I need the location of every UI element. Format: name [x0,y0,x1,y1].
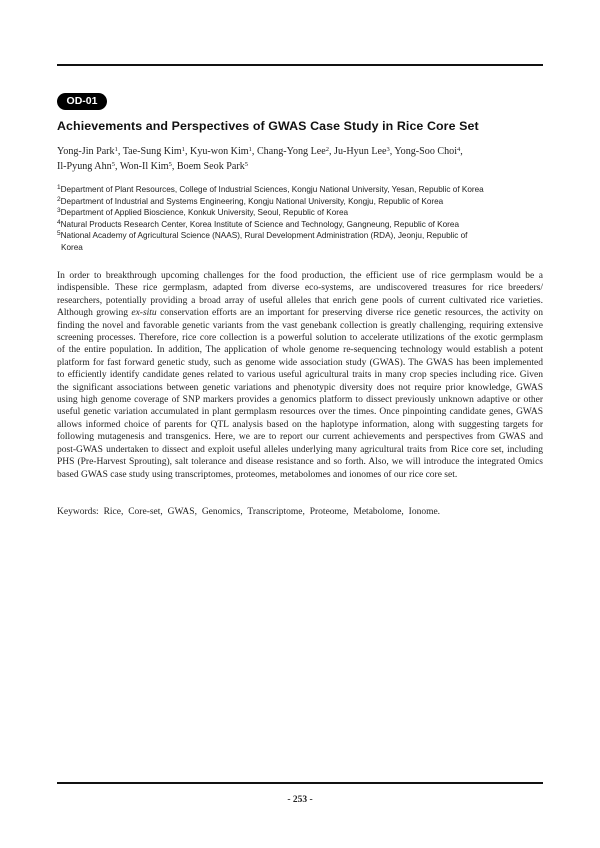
affiliation-marker: 1 [57,184,61,191]
author-affiliation-marker: 5 [168,161,172,168]
abstract-line: using high genome coverage of SNP markers provides a genomics platform to dissect previously unknown adaptive or other [57,395,543,406]
author-affiliation-marker: 1 [248,146,252,153]
abstract-line: platform for fast forward genetic study, such as genome wide association study (GWAS). The GWAS has been implemented [57,357,543,368]
abstract-line: the significant associations between genetic variations and phenotypic diversity does not require prior knowledge, GWAS [57,382,543,393]
author-affiliation-marker: 5 [244,161,249,168]
author: Chang-Yong Lee$^2$, [256,146,335,157]
affiliation-text: Department of Industrial and Systems Engineering, Kongju National University, Kongju, Republic of Korea [60,196,444,206]
author-affiliation-marker: 3 [386,146,390,153]
affiliation [57,184,543,196]
top-rule [57,64,543,66]
affiliation [57,196,543,208]
affiliation [57,230,543,242]
author-name: Kyu-won Kim [190,146,249,157]
paper-title: Achievements and Perspectives of GWAS Case Study in Rice Core Set [57,119,479,133]
abstract-line: allows informed choice of parents for QTL analysis based on the haplotype information, along with suggesting targets for [57,419,543,430]
affiliation-text: Department of Plant Resources, College of Industrial Sciences, Kongju National University, Yesan, Republic of Korea [60,185,484,194]
affiliation-marker: 5 [57,230,61,238]
author: Il-Pyung Ahn$^5$, [57,161,120,172]
author [177,161,248,172]
abstract-line: PHS (Pre-Harvest Sprouting), salt tolerance and disease resistance and so forth. Also, we will introduce the integrated Omics [57,457,543,468]
author-name: Ju-Hyun Lee [334,146,387,157]
abstract-line: indispensible. These rice germplasm, adapted from diverse eco-systems, are undiscovered treasures for rice breeders/ [57,283,543,294]
bottom-rule [57,782,543,784]
author-name: Yong-Jin Park [57,146,115,157]
affiliation-marker: 3 [57,207,61,215]
abstract-line: of the entire population. In addition, The application of whole genome re-sequencing technology would establish a potent [57,345,543,356]
author-affiliation-marker: 1 [114,146,118,153]
author-affiliation-marker: 1 [181,146,185,153]
affiliation [57,219,543,231]
affiliation-text: Natural Products Research Center, Korea Institute of Science and Technology, Gangneung, Republic of Korea [60,219,460,229]
author-name: Tae-Sung Kim [122,146,182,157]
author-name: Chang-Yong Lee [256,146,326,157]
abstract-line: post-GWAS undertaken to dissect and exploit useful alleles underlying many agricultural traits from Rice core set, including [57,444,543,455]
author: Tae-Sung Kim$^1$, [122,146,191,157]
italic-term: ex-situ [131,308,157,319]
abstract-line: screening processes. Therefore, rice core collection is a powerful solution to accelerate utilizations of the exotic germplasm [57,333,543,344]
affiliation-text: National Academy of Agricultural Science (NAAS), Rural Development Administration (RDA), Jeonju, Republic of [60,231,468,241]
author: Yong-Jin Park$^1$, [57,146,123,157]
abstract-line: Although growing ex-situ conservation efforts are an important for preserving diverse rice genetic resources, the activity on [57,308,543,319]
abstract-line: researchers, potentially providing a broad array of useful alleles that enrich gene pools of current cultivated rice varieties. [57,295,543,306]
page-number: - 253 - [287,795,313,805]
author: Won-Il Kim$^5$, [119,161,177,172]
affiliation-marker: 4 [57,218,61,226]
author: Kyu-won Kim$^1$, [190,146,257,157]
affiliation-marker: 2 [57,195,61,203]
author-list [57,144,543,174]
abstract-line: following mutagenesis and transgenics. Here, we are to report our current achievements and perspectives from GWAS and [57,432,543,443]
author-name: Il-Pyung Ahn [57,161,112,172]
affiliation-continuation: Korea [61,242,83,252]
affiliation-text: Department of Applied Bioscience, Konkuk University, Seoul, Republic of Korea [60,208,349,218]
author-name: Won-Il Kim [119,161,169,172]
abstract-line: In order to breakthrough upcoming challenges for the food production, the efficient use of rice germplasm would be a [57,271,543,281]
keywords: Keywords: Rice, Core-set, GWAS, Genomics, Transcriptome, Proteome, Metabolome, Ionome. [57,507,441,517]
abstract-line: useful genetic variation accumulated in plant germplasm resources over the times. Once pinpointing candidate genes, GWAS [57,407,543,418]
abstract-line: finding the novel and favorable genetic variants from the vast genebank collection is greatly challenging, requiring extensive [57,320,543,331]
author: Yong-Soo Choi$^4$, [394,146,463,157]
author-name: Yong-Soo Choi [394,146,458,157]
author-affiliation-marker: 2 [325,146,329,153]
session-badge: OD-01 [57,93,107,110]
affiliation [57,207,543,219]
affiliation-list [57,184,543,254]
author-name: Boem Seok Park [176,161,245,172]
abstract-line: based GWAS case study using transcriptomes, proteomes, metabolomes and ionomes of our rice core set. [57,469,458,480]
author-affiliation-marker: 5 [111,161,115,168]
abstract-line: to efficiently identify candidate genes related to various useful agricultural traits in many crop species including rice. Given [57,370,543,381]
author-affiliation-marker: 4 [457,146,461,153]
abstract [57,270,543,481]
author: Ju-Hyun Lee$^3$, [334,146,395,157]
